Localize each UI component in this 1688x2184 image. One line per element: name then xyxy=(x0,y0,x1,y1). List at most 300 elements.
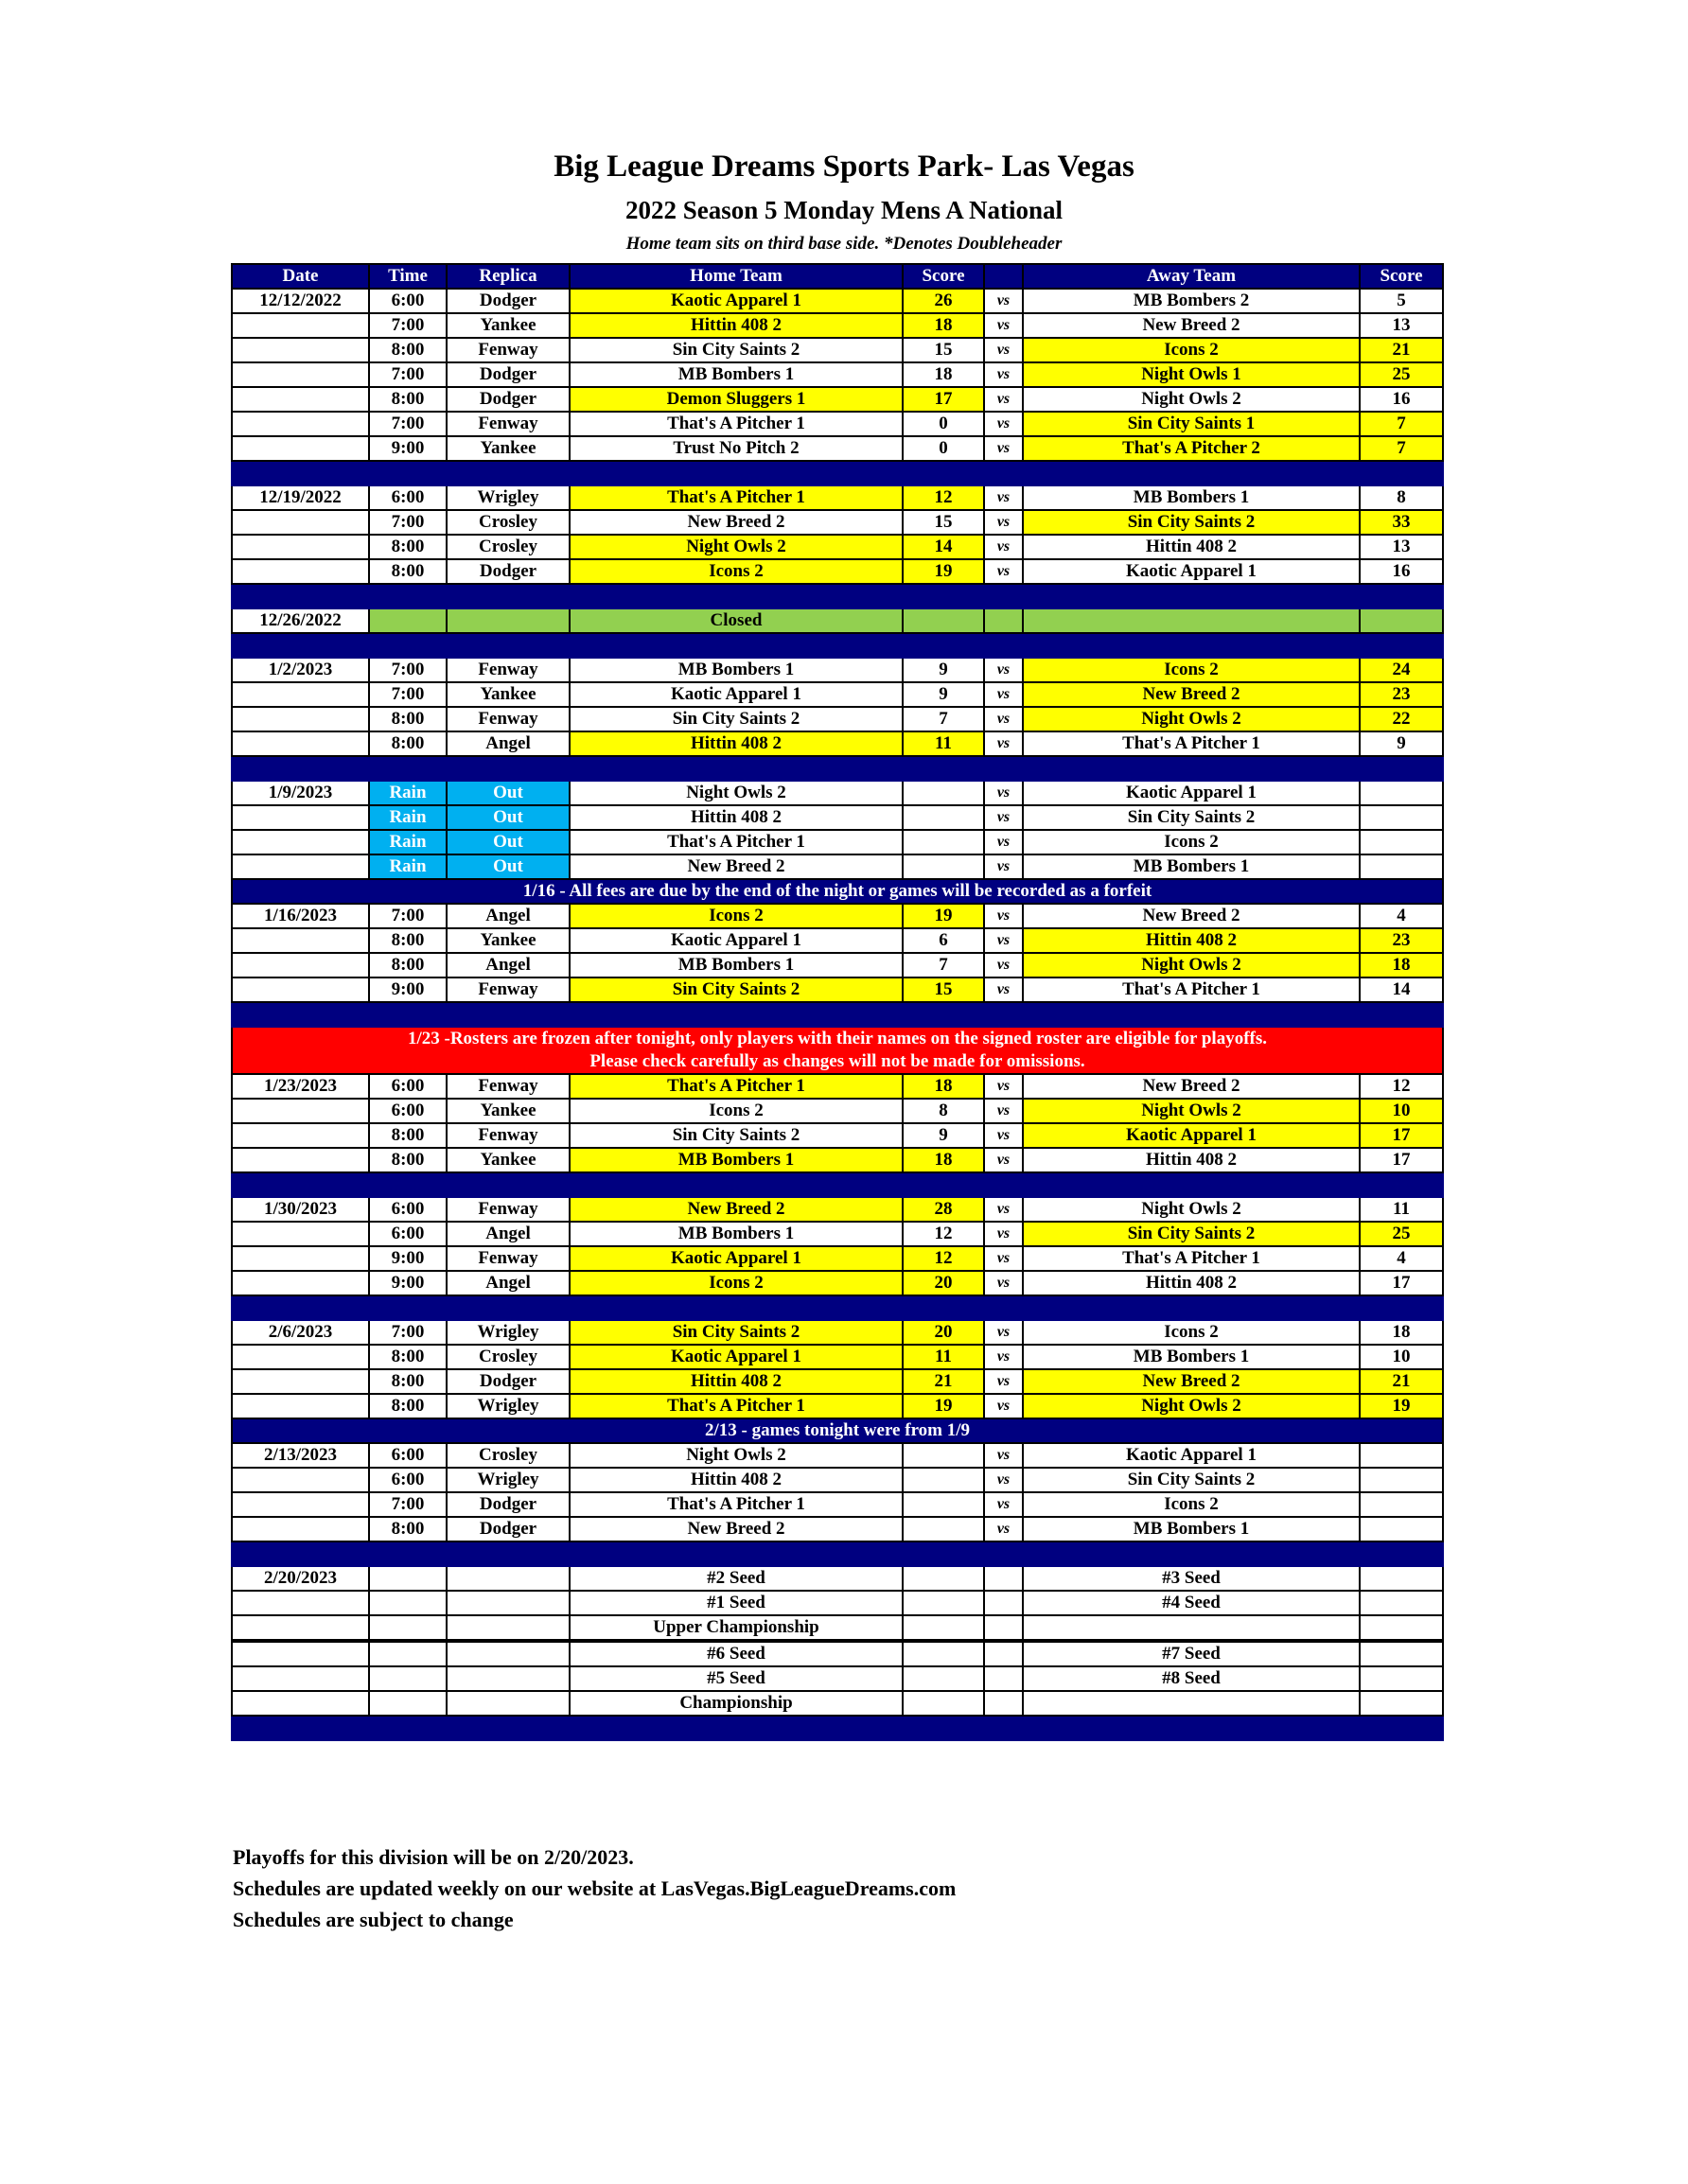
time-cell: 8:00 xyxy=(369,707,447,731)
away-score-cell: 5 xyxy=(1360,289,1443,313)
replica-cell: Out xyxy=(447,805,570,830)
date-cell xyxy=(232,535,369,559)
game-row xyxy=(232,1615,1443,1641)
replica-cell: Angel xyxy=(447,1271,570,1295)
home-score-cell: 12 xyxy=(903,1246,984,1271)
away-team-cell: Sin City Saints 1 xyxy=(1023,412,1360,436)
away-team-cell: #3 Seed xyxy=(1023,1566,1360,1591)
separator-cell xyxy=(1360,461,1443,485)
vs-cell: vs xyxy=(984,1222,1023,1246)
header-home-score: Score xyxy=(903,264,984,289)
date-cell: 1/30/2023 xyxy=(232,1197,369,1222)
vs-cell: vs xyxy=(984,1394,1023,1418)
separator-cell xyxy=(1023,633,1360,658)
away-score-cell: 8 xyxy=(1360,485,1443,510)
time-cell: 9:00 xyxy=(369,1271,447,1295)
away-team-cell: MB Bombers 2 xyxy=(1023,289,1360,313)
home-team-cell: That's A Pitcher 1 xyxy=(570,412,903,436)
away-score-cell xyxy=(1360,1492,1443,1517)
away-score-cell: 17 xyxy=(1360,1271,1443,1295)
away-team-cell: #4 Seed xyxy=(1023,1591,1360,1615)
vs-cell: vs xyxy=(984,289,1023,313)
away-score-cell: 10 xyxy=(1360,1345,1443,1369)
home-team-cell: Kaotic Apparel 1 xyxy=(570,1246,903,1271)
away-team-cell: Night Owls 2 xyxy=(1023,387,1360,412)
home-score-cell: 0 xyxy=(903,412,984,436)
away-score-cell xyxy=(1360,1591,1443,1615)
vs-cell: vs xyxy=(984,1320,1023,1345)
game-row xyxy=(232,559,1443,584)
time-cell xyxy=(369,1691,447,1716)
footer-disclaimer: Schedules are subject to change xyxy=(233,1908,514,1931)
time-cell: 7:00 xyxy=(369,313,447,338)
replica-cell: Fenway xyxy=(447,1197,570,1222)
away-score-cell: 18 xyxy=(1360,1320,1443,1345)
away-team-cell: New Breed 2 xyxy=(1023,682,1360,707)
separator-cell xyxy=(1023,756,1360,781)
away-score-cell: 16 xyxy=(1360,559,1443,584)
replica-cell: Yankee xyxy=(447,313,570,338)
header-vs xyxy=(984,264,1023,289)
replica-cell xyxy=(447,1591,570,1615)
game-row xyxy=(232,1148,1443,1172)
time-cell: 6:00 xyxy=(369,1099,447,1123)
replica-cell: Out xyxy=(447,854,570,879)
time-cell xyxy=(369,1591,447,1615)
vs-cell: vs xyxy=(984,682,1023,707)
home-team-cell: #2 Seed xyxy=(570,1566,903,1591)
time-cell: 9:00 xyxy=(369,978,447,1002)
away-team-cell: Sin City Saints 2 xyxy=(1023,1222,1360,1246)
away-team-cell: Sin City Saints 2 xyxy=(1023,1468,1360,1492)
date-cell xyxy=(232,682,369,707)
separator-cell xyxy=(369,633,447,658)
replica-cell: Fenway xyxy=(447,707,570,731)
replica-cell: Angel xyxy=(447,904,570,928)
replica-cell: Angel xyxy=(447,953,570,978)
home-team-cell: Icons 2 xyxy=(570,904,903,928)
away-score-cell: 10 xyxy=(1360,1099,1443,1123)
away-team-cell xyxy=(1023,1615,1360,1641)
vs-cell: vs xyxy=(984,436,1023,461)
replica-cell: Fenway xyxy=(447,1246,570,1271)
separator-cell xyxy=(570,1541,903,1566)
home-score-cell: 26 xyxy=(903,289,984,313)
separator-cell xyxy=(369,756,447,781)
separator-cell xyxy=(1023,584,1360,608)
home-score-cell: 9 xyxy=(903,1123,984,1148)
time-cell: 7:00 xyxy=(369,1492,447,1517)
footer-website: Schedules are updated weekly on our website at LasVegas.BigLeagueDreams.com xyxy=(233,1876,957,1900)
date-cell xyxy=(232,1615,369,1641)
game-row xyxy=(232,1320,1443,1345)
home-team-cell: MB Bombers 1 xyxy=(570,1222,903,1246)
separator-cell xyxy=(903,584,984,608)
away-score-cell: 23 xyxy=(1360,682,1443,707)
home-score-cell: 15 xyxy=(903,978,984,1002)
game-row xyxy=(232,1246,1443,1271)
away-score-cell: 7 xyxy=(1360,412,1443,436)
time-cell: 8:00 xyxy=(369,731,447,756)
home-team-cell: New Breed 2 xyxy=(570,854,903,879)
game-row xyxy=(232,707,1443,731)
time-cell: 8:00 xyxy=(369,1148,447,1172)
game-row xyxy=(232,953,1443,978)
separator-cell xyxy=(232,633,369,658)
replica-cell: Fenway xyxy=(447,658,570,682)
separator-cell xyxy=(1023,1716,1360,1740)
home-team-cell: Hittin 408 2 xyxy=(570,731,903,756)
vs-cell: vs xyxy=(984,731,1023,756)
time-cell: 6:00 xyxy=(369,1222,447,1246)
away-score-cell xyxy=(1360,1443,1443,1468)
date-cell xyxy=(232,436,369,461)
away-team-cell: Icons 2 xyxy=(1023,338,1360,362)
home-team-cell: Kaotic Apparel 1 xyxy=(570,682,903,707)
separator-cell xyxy=(447,633,570,658)
vs-cell: vs xyxy=(984,313,1023,338)
separator-cell xyxy=(570,1172,903,1197)
time-cell: 7:00 xyxy=(369,682,447,707)
away-score-cell: 22 xyxy=(1360,707,1443,731)
away-score-cell: 17 xyxy=(1360,1123,1443,1148)
home-team-cell: Icons 2 xyxy=(570,559,903,584)
home-team-cell: New Breed 2 xyxy=(570,1197,903,1222)
home-score-cell: 18 xyxy=(903,1148,984,1172)
separator-cell xyxy=(232,584,369,608)
away-team-cell: #8 Seed xyxy=(1023,1666,1360,1691)
away-score-cell xyxy=(1360,1517,1443,1541)
time-cell: 8:00 xyxy=(369,1517,447,1541)
separator-cell xyxy=(903,756,984,781)
replica-cell xyxy=(447,608,570,633)
rainout-row xyxy=(232,854,1443,879)
home-score-cell xyxy=(903,1517,984,1541)
separator-row xyxy=(232,1002,1443,1027)
home-score-cell: 12 xyxy=(903,1222,984,1246)
time-cell: 8:00 xyxy=(369,559,447,584)
game-row xyxy=(232,338,1443,362)
date-cell xyxy=(232,1691,369,1716)
replica-cell xyxy=(447,1666,570,1691)
away-team-cell: Night Owls 2 xyxy=(1023,1197,1360,1222)
separator-row xyxy=(232,633,1443,658)
home-score-cell xyxy=(903,854,984,879)
vs-cell: vs xyxy=(984,978,1023,1002)
replica-cell: Crosley xyxy=(447,535,570,559)
separator-row xyxy=(232,1541,1443,1566)
rainout-row xyxy=(232,805,1443,830)
away-team-cell: Sin City Saints 2 xyxy=(1023,510,1360,535)
home-score-cell: 15 xyxy=(903,338,984,362)
separator-cell xyxy=(369,1541,447,1566)
away-team-cell: Hittin 408 2 xyxy=(1023,1271,1360,1295)
time-cell: Rain xyxy=(369,781,447,805)
time-cell xyxy=(369,608,447,633)
separator-cell xyxy=(903,1716,984,1740)
vs-cell: vs xyxy=(984,1492,1023,1517)
announcement-text: 2/13 - games tonight were from 1/9 xyxy=(232,1418,1443,1443)
time-cell: 8:00 xyxy=(369,928,447,953)
away-score-cell xyxy=(1360,1641,1443,1666)
separator-row xyxy=(232,461,1443,485)
time-cell: 6:00 xyxy=(369,1197,447,1222)
header-away-team: Away Team xyxy=(1023,264,1360,289)
away-score-cell xyxy=(1360,608,1443,633)
home-score-cell: 19 xyxy=(903,559,984,584)
date-cell xyxy=(232,559,369,584)
away-score-cell xyxy=(1360,1615,1443,1641)
date-cell: 12/12/2022 xyxy=(232,289,369,313)
date-cell xyxy=(232,387,369,412)
home-team-cell: That's A Pitcher 1 xyxy=(570,1492,903,1517)
separator-cell xyxy=(232,756,369,781)
home-team-cell: #5 Seed xyxy=(570,1666,903,1691)
date-cell xyxy=(232,1666,369,1691)
time-cell: 8:00 xyxy=(369,387,447,412)
home-team-cell: Hittin 408 2 xyxy=(570,313,903,338)
date-cell xyxy=(232,1222,369,1246)
replica-cell: Dodger xyxy=(447,1517,570,1541)
game-row xyxy=(232,1691,1443,1716)
date-cell xyxy=(232,707,369,731)
time-cell: 8:00 xyxy=(369,953,447,978)
home-team-cell: Sin City Saints 2 xyxy=(570,978,903,1002)
away-team-cell: MB Bombers 1 xyxy=(1023,485,1360,510)
away-team-cell: Icons 2 xyxy=(1023,1492,1360,1517)
away-team-cell xyxy=(1023,1691,1360,1716)
home-score-cell: 9 xyxy=(903,682,984,707)
time-cell: 6:00 xyxy=(369,1074,447,1099)
away-team-cell: Night Owls 2 xyxy=(1023,707,1360,731)
date-cell xyxy=(232,805,369,830)
game-row xyxy=(232,1222,1443,1246)
replica-cell: Dodger xyxy=(447,387,570,412)
time-cell xyxy=(369,1615,447,1641)
replica-cell xyxy=(447,1641,570,1666)
time-cell: Rain xyxy=(369,854,447,879)
game-row xyxy=(232,1666,1443,1691)
replica-cell xyxy=(447,1615,570,1641)
separator-cell xyxy=(447,1541,570,1566)
separator-cell xyxy=(447,461,570,485)
date-cell xyxy=(232,1394,369,1418)
replica-cell: Crosley xyxy=(447,1345,570,1369)
separator-cell xyxy=(1023,1541,1360,1566)
time-cell: 7:00 xyxy=(369,1320,447,1345)
separator-cell xyxy=(369,461,447,485)
home-score-cell xyxy=(903,1492,984,1517)
home-score-cell xyxy=(903,1443,984,1468)
replica-cell: Yankee xyxy=(447,1148,570,1172)
away-score-cell xyxy=(1360,1468,1443,1492)
vs-cell: vs xyxy=(984,781,1023,805)
home-score-cell: 15 xyxy=(903,510,984,535)
replica-cell: Dodger xyxy=(447,362,570,387)
separator-cell xyxy=(1023,1295,1360,1320)
home-score-cell xyxy=(903,1566,984,1591)
separator-cell xyxy=(903,1295,984,1320)
vs-cell: vs xyxy=(984,1197,1023,1222)
date-cell xyxy=(232,412,369,436)
home-score-cell xyxy=(903,830,984,854)
vs-cell: vs xyxy=(984,1369,1023,1394)
schedule-table xyxy=(231,263,1444,1741)
replica-cell: Dodger xyxy=(447,289,570,313)
date-cell: 12/19/2022 xyxy=(232,485,369,510)
roster-warning-row xyxy=(232,1027,1443,1074)
home-score-cell: 18 xyxy=(903,313,984,338)
separator-cell xyxy=(232,1172,369,1197)
replica-cell: Wrigley xyxy=(447,1468,570,1492)
separator-cell xyxy=(903,1002,984,1027)
away-team-cell: That's A Pitcher 1 xyxy=(1023,1246,1360,1271)
vs-cell xyxy=(984,1691,1023,1716)
game-row xyxy=(232,1074,1443,1099)
separator-cell xyxy=(1360,584,1443,608)
game-row xyxy=(232,1099,1443,1123)
separator-cell xyxy=(232,1716,369,1740)
vs-cell: vs xyxy=(984,338,1023,362)
game-row xyxy=(232,904,1443,928)
home-score-cell: 18 xyxy=(903,1074,984,1099)
away-score-cell: 18 xyxy=(1360,953,1443,978)
separator-cell xyxy=(369,1002,447,1027)
separator-cell xyxy=(570,633,903,658)
roster-warning-line-2: Please check carefully as changes will not be made for omissions. xyxy=(589,1051,1085,1071)
date-cell xyxy=(232,313,369,338)
separator-cell xyxy=(1023,1002,1360,1027)
away-score-cell: 7 xyxy=(1360,436,1443,461)
away-score-cell xyxy=(1360,854,1443,879)
game-row xyxy=(232,1197,1443,1222)
separator-cell xyxy=(903,1541,984,1566)
away-score-cell xyxy=(1360,830,1443,854)
date-cell xyxy=(232,362,369,387)
vs-cell: vs xyxy=(984,362,1023,387)
date-cell xyxy=(232,928,369,953)
home-score-cell: 12 xyxy=(903,485,984,510)
game-row xyxy=(232,289,1443,313)
away-score-cell: 9 xyxy=(1360,731,1443,756)
header-home-team: Home Team xyxy=(570,264,903,289)
vs-cell: vs xyxy=(984,1517,1023,1541)
away-score-cell: 13 xyxy=(1360,313,1443,338)
replica-cell: Fenway xyxy=(447,978,570,1002)
away-score-cell: 4 xyxy=(1360,904,1443,928)
away-team-cell: Icons 2 xyxy=(1023,830,1360,854)
date-cell xyxy=(232,830,369,854)
game-row xyxy=(232,412,1443,436)
separator-cell xyxy=(447,1172,570,1197)
replica-cell: Yankee xyxy=(447,928,570,953)
home-score-cell: 17 xyxy=(903,387,984,412)
separator-cell xyxy=(369,1716,447,1740)
home-score-cell: 9 xyxy=(903,658,984,682)
date-cell xyxy=(232,1246,369,1271)
separator-cell xyxy=(1023,1172,1360,1197)
replica-cell: Angel xyxy=(447,1222,570,1246)
separator-cell xyxy=(1360,633,1443,658)
home-team-cell: Icons 2 xyxy=(570,1271,903,1295)
game-row xyxy=(232,682,1443,707)
home-team-cell: Sin City Saints 2 xyxy=(570,1320,903,1345)
separator-cell xyxy=(447,584,570,608)
separator-cell xyxy=(984,584,1023,608)
game-row xyxy=(232,978,1443,1002)
vs-cell xyxy=(984,1641,1023,1666)
away-score-cell: 23 xyxy=(1360,928,1443,953)
vs-cell: vs xyxy=(984,1099,1023,1123)
time-cell: 9:00 xyxy=(369,436,447,461)
home-score-cell: 11 xyxy=(903,731,984,756)
separator-cell xyxy=(369,584,447,608)
replica-cell: Yankee xyxy=(447,436,570,461)
date-cell xyxy=(232,1517,369,1541)
replica-cell: Dodger xyxy=(447,559,570,584)
time-cell: 7:00 xyxy=(369,510,447,535)
vs-cell: vs xyxy=(984,1443,1023,1468)
game-row xyxy=(232,485,1443,510)
home-team-cell: Upper Championship xyxy=(570,1615,903,1641)
separator-cell xyxy=(570,756,903,781)
date-cell: 1/9/2023 xyxy=(232,781,369,805)
game-row xyxy=(232,1394,1443,1418)
time-cell: 7:00 xyxy=(369,658,447,682)
away-team-cell: Night Owls 2 xyxy=(1023,1099,1360,1123)
away-team-cell: New Breed 2 xyxy=(1023,1369,1360,1394)
separator-cell xyxy=(1360,1295,1443,1320)
replica-cell: Angel xyxy=(447,731,570,756)
vs-cell: vs xyxy=(984,928,1023,953)
replica-cell: Out xyxy=(447,781,570,805)
date-cell xyxy=(232,1468,369,1492)
date-cell xyxy=(232,1345,369,1369)
separator-cell xyxy=(984,633,1023,658)
date-cell xyxy=(232,854,369,879)
replica-cell: Fenway xyxy=(447,412,570,436)
replica-cell: Wrigley xyxy=(447,1320,570,1345)
separator-cell xyxy=(570,1002,903,1027)
separator-cell xyxy=(232,1295,369,1320)
away-team-cell: Icons 2 xyxy=(1023,658,1360,682)
away-team-cell: Icons 2 xyxy=(1023,1320,1360,1345)
vs-cell: vs xyxy=(984,805,1023,830)
announcement-row xyxy=(232,1418,1443,1443)
home-team-cell: #1 Seed xyxy=(570,1591,903,1615)
rainout-row xyxy=(232,830,1443,854)
home-team-cell: That's A Pitcher 1 xyxy=(570,1074,903,1099)
page-subtitle: 2022 Season 5 Monday Mens A National xyxy=(624,196,1064,224)
game-row xyxy=(232,731,1443,756)
time-cell: 8:00 xyxy=(369,338,447,362)
date-cell xyxy=(232,1369,369,1394)
vs-cell xyxy=(984,1591,1023,1615)
time-cell: 7:00 xyxy=(369,362,447,387)
game-row xyxy=(232,1566,1443,1591)
time-cell: Rain xyxy=(369,830,447,854)
away-score-cell: 21 xyxy=(1360,338,1443,362)
separator-cell xyxy=(984,1716,1023,1740)
separator-row xyxy=(232,1172,1443,1197)
time-cell: Rain xyxy=(369,805,447,830)
date-cell xyxy=(232,978,369,1002)
separator-cell xyxy=(570,584,903,608)
away-score-cell: 4 xyxy=(1360,1246,1443,1271)
away-team-cell: Hittin 408 2 xyxy=(1023,535,1360,559)
replica-cell xyxy=(447,1691,570,1716)
date-cell xyxy=(232,953,369,978)
